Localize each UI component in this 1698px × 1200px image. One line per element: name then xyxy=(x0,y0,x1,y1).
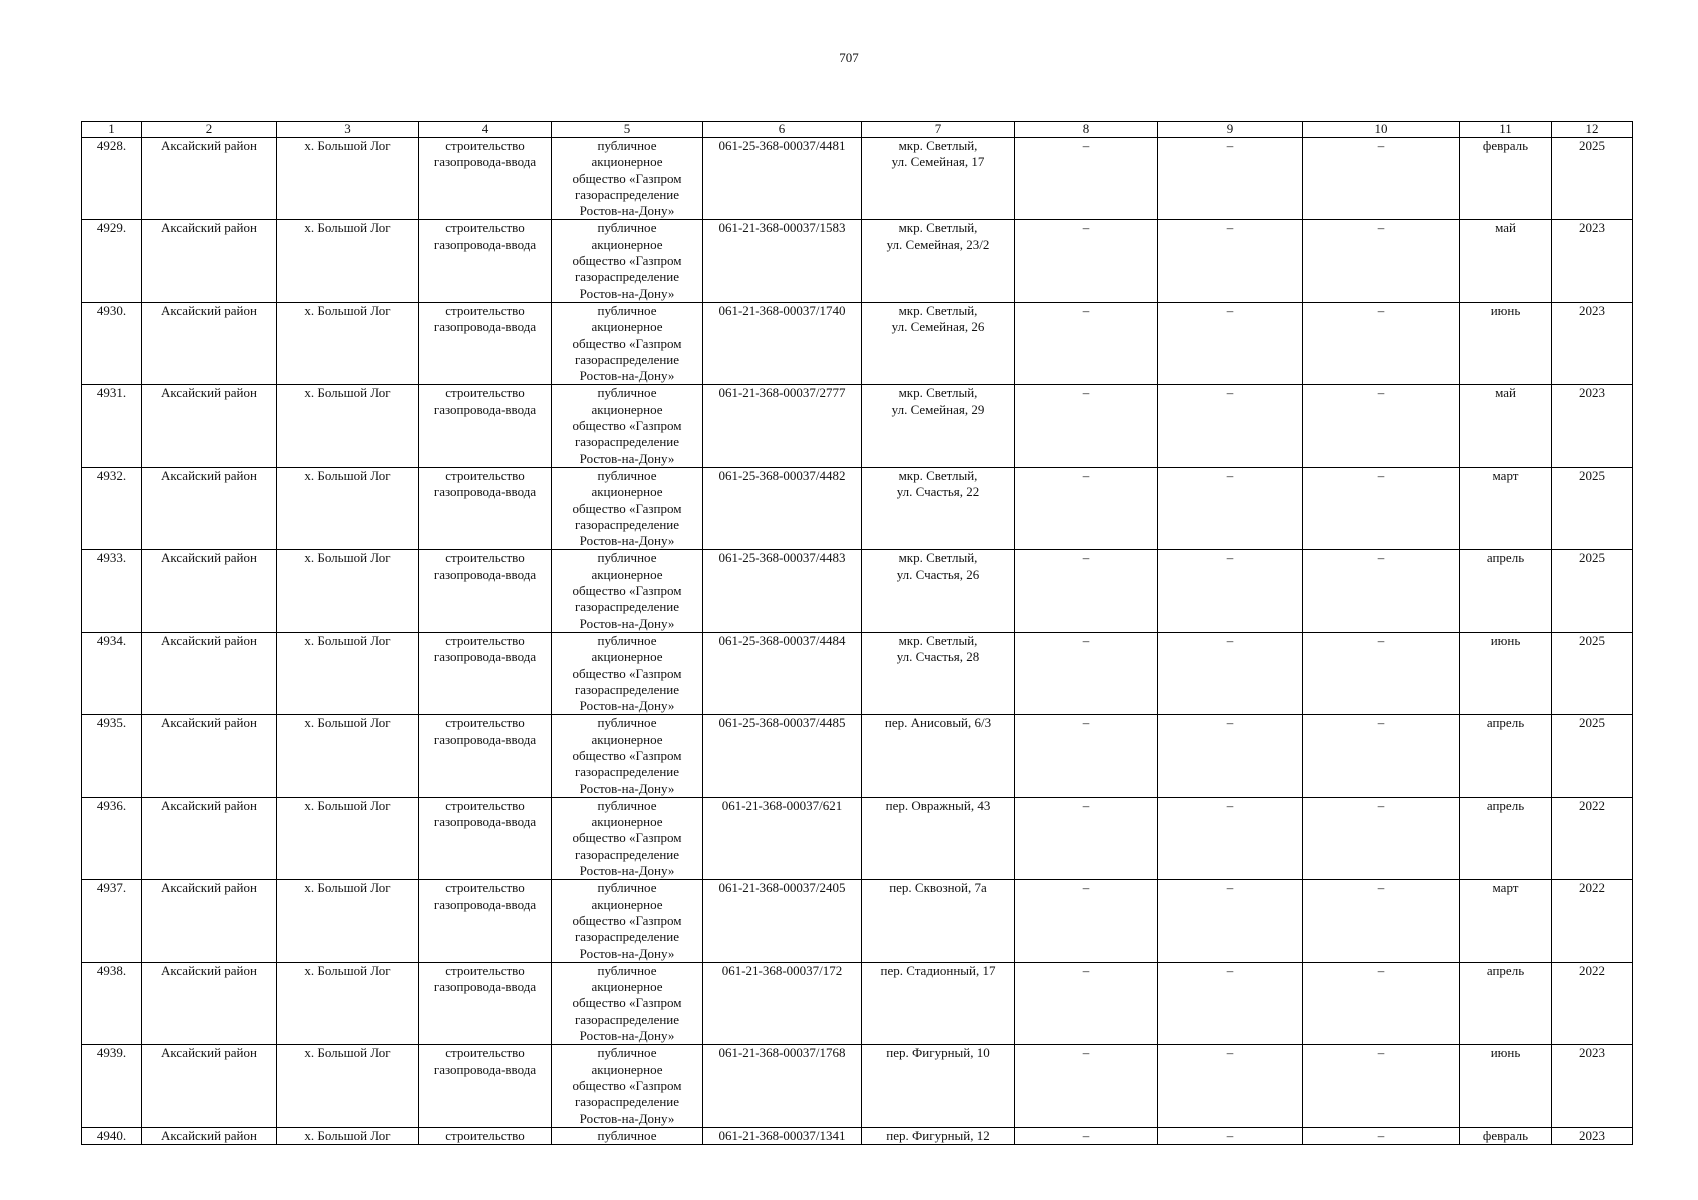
col8-cell: – xyxy=(1015,385,1158,467)
year-cell: 2025 xyxy=(1552,632,1633,714)
organization-cell-line: общество «Газпром xyxy=(572,583,682,599)
work-type-cell xyxy=(419,1127,552,1144)
table-row xyxy=(82,715,1633,797)
organization-cell-line: публичное xyxy=(597,1127,657,1143)
col8-cell: – xyxy=(1015,138,1158,220)
address-cell xyxy=(862,632,1015,714)
work-type-cell-line: строительство xyxy=(445,880,525,896)
application-code-cell: 061-21-368-00037/2777 xyxy=(703,385,862,467)
col10-cell: – xyxy=(1303,220,1460,302)
address-cell-line: ул. Счастья, 28 xyxy=(896,649,980,665)
district-cell: Аксайский район xyxy=(142,962,277,1044)
col9-cell: – xyxy=(1158,467,1303,549)
district-cell: Аксайский район xyxy=(142,1045,277,1127)
work-type-cell-line: строительство xyxy=(445,302,525,318)
settlement-cell: х. Большой Лог xyxy=(277,220,419,302)
district-cell: Аксайский район xyxy=(142,1127,277,1144)
organization-cell xyxy=(552,1127,703,1144)
table-row xyxy=(82,632,1633,714)
organization-cell-line: публичное xyxy=(597,467,657,483)
year-cell: 2025 xyxy=(1552,467,1633,549)
month-cell: апрель xyxy=(1460,797,1552,879)
organization-cell xyxy=(552,715,703,797)
col10-cell: – xyxy=(1303,138,1460,220)
application-code-cell: 061-21-368-00037/1341 xyxy=(703,1127,862,1144)
year-cell: 2023 xyxy=(1552,385,1633,467)
organization-cell-line: общество «Газпром xyxy=(572,170,682,186)
row-number: 4938. xyxy=(82,962,142,1044)
col9-cell: – xyxy=(1158,715,1303,797)
organization-cell-line: общество «Газпром xyxy=(572,418,682,434)
table-row xyxy=(82,220,1633,302)
work-type-cell-line: строительство xyxy=(445,220,525,236)
organization-cell-line: газораспределение xyxy=(574,351,680,367)
work-type-cell xyxy=(419,1045,552,1127)
col8-cell: – xyxy=(1015,632,1158,714)
work-type-cell-line: газопровода-ввода xyxy=(433,896,537,912)
address-cell xyxy=(862,302,1015,384)
col10-cell: – xyxy=(1303,880,1460,962)
settlement-cell: х. Большой Лог xyxy=(277,385,419,467)
work-type-cell-line: строительство xyxy=(445,385,525,401)
work-type-cell-line: строительство xyxy=(445,138,525,153)
organization-cell-line: общество «Газпром xyxy=(572,912,682,928)
table-row xyxy=(82,385,1633,467)
organization-cell xyxy=(552,797,703,879)
col8-cell: – xyxy=(1015,962,1158,1044)
work-type-cell-line: строительство xyxy=(445,715,525,731)
district-cell: Аксайский район xyxy=(142,715,277,797)
month-cell: февраль xyxy=(1460,1127,1552,1144)
column-header: 8 xyxy=(1015,122,1158,138)
work-type-cell-line: строительство xyxy=(445,962,525,978)
settlement-cell: х. Большой Лог xyxy=(277,1045,419,1127)
year-cell: 2025 xyxy=(1552,715,1633,797)
work-type-cell xyxy=(419,880,552,962)
row-number: 4936. xyxy=(82,797,142,879)
organization-cell-line: публичное xyxy=(597,715,657,731)
organization-cell-line: Ростов-на-Дону» xyxy=(579,780,675,796)
organization-cell-line: публичное xyxy=(597,220,657,236)
address-cell-line: мкр. Светлый, xyxy=(898,632,978,648)
address-cell-line: мкр. Светлый, xyxy=(898,302,978,318)
settlement-cell: х. Большой Лог xyxy=(277,632,419,714)
organization-cell-line: Ростов-на-Дону» xyxy=(579,533,675,549)
district-cell: Аксайский район xyxy=(142,550,277,632)
application-code-cell: 061-21-368-00037/172 xyxy=(703,962,862,1044)
application-code-cell: 061-21-368-00037/1768 xyxy=(703,1045,862,1127)
organization-cell-line: акционерное xyxy=(591,236,663,252)
col9-cell: – xyxy=(1158,632,1303,714)
col10-cell: – xyxy=(1303,1127,1460,1144)
row-number: 4940. xyxy=(82,1127,142,1144)
col9-cell: – xyxy=(1158,550,1303,632)
address-cell xyxy=(862,550,1015,632)
year-cell: 2022 xyxy=(1552,962,1633,1044)
column-header: 5 xyxy=(552,122,703,138)
organization-cell-line: публичное xyxy=(597,1045,657,1061)
organization-cell-line: публичное xyxy=(597,138,657,153)
month-cell: март xyxy=(1460,880,1552,962)
address-cell-line: мкр. Светлый, xyxy=(898,138,978,153)
col8-cell: – xyxy=(1015,1045,1158,1127)
col8-cell: – xyxy=(1015,1127,1158,1144)
organization-cell-line: публичное xyxy=(597,550,657,566)
organization-cell-line: акционерное xyxy=(591,401,663,417)
column-header: 1 xyxy=(82,122,142,138)
application-code-cell: 061-25-368-00037/4485 xyxy=(703,715,862,797)
col9-cell: – xyxy=(1158,138,1303,220)
year-cell: 2022 xyxy=(1552,797,1633,879)
organization-cell-line: акционерное xyxy=(591,814,663,830)
organization-cell-line: Ростов-на-Дону» xyxy=(579,1028,675,1044)
work-type-cell-line: газопровода-ввода xyxy=(433,401,537,417)
year-cell: 2022 xyxy=(1552,880,1633,962)
col9-cell: – xyxy=(1158,385,1303,467)
application-code-cell: 061-21-368-00037/1583 xyxy=(703,220,862,302)
work-type-cell xyxy=(419,550,552,632)
organization-cell-line: Ростов-на-Дону» xyxy=(579,285,675,301)
work-type-cell-line: газопровода-ввода xyxy=(433,814,537,830)
address-cell-line: пер. Фигурный, 12 xyxy=(886,1127,990,1143)
work-type-cell-line: строительство xyxy=(445,797,525,813)
work-type-cell-line: строительство xyxy=(445,1045,525,1061)
organization-cell-line: Ростов-на-Дону» xyxy=(579,863,675,879)
column-header: 10 xyxy=(1303,122,1460,138)
address-cell-line: мкр. Светлый, xyxy=(898,220,978,236)
work-type-cell xyxy=(419,797,552,879)
organization-cell-line: акционерное xyxy=(591,731,663,747)
organization-cell xyxy=(552,302,703,384)
organization-cell-line: газораспределение xyxy=(574,516,680,532)
organization-cell xyxy=(552,220,703,302)
district-cell: Аксайский район xyxy=(142,220,277,302)
address-cell-line: ул. Семейная, 23/2 xyxy=(886,236,990,252)
application-code-cell: 061-25-368-00037/4484 xyxy=(703,632,862,714)
work-type-cell xyxy=(419,220,552,302)
page-number: 707 xyxy=(839,50,859,65)
address-cell xyxy=(862,1127,1015,1144)
address-cell-line: ул. Счастья, 22 xyxy=(896,484,980,500)
table-row xyxy=(82,467,1633,549)
organization-cell-line: публичное xyxy=(597,880,657,896)
month-cell: февраль xyxy=(1460,138,1552,220)
table-row xyxy=(82,138,1633,220)
column-header: 7 xyxy=(862,122,1015,138)
column-header: 11 xyxy=(1460,122,1552,138)
organization-cell-line: акционерное xyxy=(591,649,663,665)
col10-cell: – xyxy=(1303,1045,1460,1127)
row-number: 4937. xyxy=(82,880,142,962)
application-code-cell: 061-21-368-00037/2405 xyxy=(703,880,862,962)
address-cell-line: пер. Овражный, 43 xyxy=(885,797,991,813)
address-cell-line: мкр. Светлый, xyxy=(898,467,978,483)
col10-cell: – xyxy=(1303,550,1460,632)
organization-cell-line: газораспределение xyxy=(574,929,680,945)
organization-cell-line: общество «Газпром xyxy=(572,747,682,763)
district-cell: Аксайский район xyxy=(142,138,277,220)
month-cell: апрель xyxy=(1460,962,1552,1044)
organization-cell xyxy=(552,632,703,714)
col9-cell: – xyxy=(1158,302,1303,384)
address-cell-line: ул. Семейная, 17 xyxy=(891,154,985,170)
work-type-cell xyxy=(419,385,552,467)
table-row xyxy=(82,302,1633,384)
settlement-cell: х. Большой Лог xyxy=(277,550,419,632)
organization-cell-line: газораспределение xyxy=(574,1094,680,1110)
row-number: 4930. xyxy=(82,302,142,384)
district-cell: Аксайский район xyxy=(142,797,277,879)
row-number: 4934. xyxy=(82,632,142,714)
col10-cell: – xyxy=(1303,797,1460,879)
organization-cell-line: газораспределение xyxy=(574,1011,680,1027)
organization-cell-line: общество «Газпром xyxy=(572,830,682,846)
col9-cell: – xyxy=(1158,220,1303,302)
year-cell: 2025 xyxy=(1552,138,1633,220)
organization-cell-line: газораспределение xyxy=(574,186,680,202)
year-cell: 2023 xyxy=(1552,302,1633,384)
settlement-cell: х. Большой Лог xyxy=(277,797,419,879)
organization-cell-line: общество «Газпром xyxy=(572,500,682,516)
col8-cell: – xyxy=(1015,467,1158,549)
col9-cell: – xyxy=(1158,797,1303,879)
address-cell-line: ул. Счастья, 26 xyxy=(896,566,980,582)
organization-cell-line: общество «Газпром xyxy=(572,253,682,269)
column-header: 6 xyxy=(703,122,862,138)
address-cell xyxy=(862,1045,1015,1127)
address-cell-line: пер. Анисовый, 6/3 xyxy=(884,715,992,731)
work-type-cell-line: газопровода-ввода xyxy=(433,1061,537,1077)
organization-cell-line: акционерное xyxy=(591,566,663,582)
work-type-cell xyxy=(419,962,552,1044)
organization-cell-line: публичное xyxy=(597,302,657,318)
district-cell: Аксайский район xyxy=(142,632,277,714)
row-number: 4935. xyxy=(82,715,142,797)
organization-cell-line: газораспределение xyxy=(574,764,680,780)
address-cell xyxy=(862,220,1015,302)
year-cell: 2025 xyxy=(1552,550,1633,632)
organization-cell-line: публичное xyxy=(597,385,657,401)
col10-cell: – xyxy=(1303,467,1460,549)
col10-cell: – xyxy=(1303,385,1460,467)
work-type-cell-line: газопровода-ввода xyxy=(433,154,537,170)
organization-cell-line: акционерное xyxy=(591,319,663,335)
column-header: 2 xyxy=(142,122,277,138)
month-cell: март xyxy=(1460,467,1552,549)
settlement-cell: х. Большой Лог xyxy=(277,880,419,962)
address-cell-line: ул. Семейная, 29 xyxy=(891,401,985,417)
organization-cell-line: Ростов-на-Дону» xyxy=(579,945,675,961)
table-row xyxy=(82,550,1633,632)
table-row xyxy=(82,880,1633,962)
application-code-cell: 061-25-368-00037/4482 xyxy=(703,467,862,549)
organization-cell-line: общество «Газпром xyxy=(572,665,682,681)
organization-cell xyxy=(552,550,703,632)
organization-cell-line: акционерное xyxy=(591,1061,663,1077)
col10-cell: – xyxy=(1303,715,1460,797)
month-cell: май xyxy=(1460,220,1552,302)
work-type-cell xyxy=(419,715,552,797)
month-cell: июнь xyxy=(1460,632,1552,714)
table-row xyxy=(82,962,1633,1044)
address-cell-line: пер. Сквозной, 7а xyxy=(889,880,987,896)
work-type-cell-line: строительство xyxy=(445,550,525,566)
address-cell-line: пер. Фигурный, 10 xyxy=(886,1045,990,1061)
district-cell: Аксайский район xyxy=(142,302,277,384)
organization-cell xyxy=(552,1045,703,1127)
table-row xyxy=(82,1127,1633,1144)
month-cell: июнь xyxy=(1460,1045,1552,1127)
col9-cell: – xyxy=(1158,880,1303,962)
work-type-cell-line: газопровода-ввода xyxy=(433,319,537,335)
district-cell: Аксайский район xyxy=(142,467,277,549)
organization-cell-line: Ростов-на-Дону» xyxy=(579,450,675,466)
organization-cell-line: газораспределение xyxy=(574,434,680,450)
work-type-cell-line: газопровода-ввода xyxy=(433,484,537,500)
address-cell xyxy=(862,797,1015,879)
col10-cell: – xyxy=(1303,632,1460,714)
organization-cell-line: акционерное xyxy=(591,896,663,912)
col9-cell: – xyxy=(1158,962,1303,1044)
work-type-cell xyxy=(419,467,552,549)
address-cell xyxy=(862,962,1015,1044)
work-type-cell xyxy=(419,302,552,384)
work-type-cell-line: строительство xyxy=(445,1127,525,1143)
work-type-cell xyxy=(419,138,552,220)
organization-cell-line: Ростов-на-Дону» xyxy=(579,1110,675,1126)
table-row xyxy=(82,797,1633,879)
month-cell: апрель xyxy=(1460,715,1552,797)
settlement-cell: х. Большой Лог xyxy=(277,467,419,549)
settlement-cell: х. Большой Лог xyxy=(277,138,419,220)
work-type-cell-line: строительство xyxy=(445,467,525,483)
col10-cell: – xyxy=(1303,962,1460,1044)
organization-cell-line: акционерное xyxy=(591,979,663,995)
address-cell-line: мкр. Светлый, xyxy=(898,385,978,401)
organization-cell xyxy=(552,467,703,549)
organization-cell xyxy=(552,880,703,962)
address-cell-line: ул. Семейная, 26 xyxy=(891,319,985,335)
organization-cell-line: акционерное xyxy=(591,154,663,170)
column-number-row xyxy=(82,122,1633,138)
organization-cell-line: газораспределение xyxy=(574,681,680,697)
work-type-cell-line: газопровода-ввода xyxy=(433,731,537,747)
address-cell xyxy=(862,467,1015,549)
organization-cell-line: Ростов-на-Дону» xyxy=(579,203,675,219)
col9-cell: – xyxy=(1158,1127,1303,1144)
work-type-cell-line: газопровода-ввода xyxy=(433,566,537,582)
address-cell-line: пер. Стадионный, 17 xyxy=(880,962,996,978)
row-number: 4931. xyxy=(82,385,142,467)
organization-cell xyxy=(552,962,703,1044)
col8-cell: – xyxy=(1015,550,1158,632)
organization-cell-line: публичное xyxy=(597,632,657,648)
district-cell: Аксайский район xyxy=(142,880,277,962)
column-header: 9 xyxy=(1158,122,1303,138)
year-cell: 2023 xyxy=(1552,1127,1633,1144)
col8-cell: – xyxy=(1015,302,1158,384)
settlement-cell: х. Большой Лог xyxy=(277,302,419,384)
col8-cell: – xyxy=(1015,797,1158,879)
organization-cell-line: газораспределение xyxy=(574,599,680,615)
month-cell: июнь xyxy=(1460,302,1552,384)
col10-cell: – xyxy=(1303,302,1460,384)
organization-cell-line: общество «Газпром xyxy=(572,335,682,351)
row-number: 4929. xyxy=(82,220,142,302)
address-cell xyxy=(862,715,1015,797)
row-number: 4933. xyxy=(82,550,142,632)
work-type-cell-line: газопровода-ввода xyxy=(433,979,537,995)
address-cell xyxy=(862,385,1015,467)
col8-cell: – xyxy=(1015,715,1158,797)
organization-cell-line: акционерное xyxy=(591,484,663,500)
column-header: 3 xyxy=(277,122,419,138)
application-code-cell: 061-21-368-00037/1740 xyxy=(703,302,862,384)
organization-cell-line: газораспределение xyxy=(574,846,680,862)
address-cell xyxy=(862,138,1015,220)
column-header: 12 xyxy=(1552,122,1633,138)
organization-cell-line: общество «Газпром xyxy=(572,1077,682,1093)
organization-cell xyxy=(552,385,703,467)
organization-cell-line: Ростов-на-Дону» xyxy=(579,698,675,714)
registry-table xyxy=(81,121,1633,1145)
col9-cell: – xyxy=(1158,1045,1303,1127)
month-cell: апрель xyxy=(1460,550,1552,632)
work-type-cell-line: газопровода-ввода xyxy=(433,236,537,252)
organization-cell-line: Ростов-на-Дону» xyxy=(579,368,675,384)
organization-cell-line: общество «Газпром xyxy=(572,995,682,1011)
address-cell-line: мкр. Светлый, xyxy=(898,550,978,566)
work-type-cell xyxy=(419,632,552,714)
work-type-cell-line: строительство xyxy=(445,632,525,648)
address-cell xyxy=(862,880,1015,962)
organization-cell-line: газораспределение xyxy=(574,269,680,285)
district-cell: Аксайский район xyxy=(142,385,277,467)
column-header: 4 xyxy=(419,122,552,138)
month-cell: май xyxy=(1460,385,1552,467)
year-cell: 2023 xyxy=(1552,220,1633,302)
settlement-cell: х. Большой Лог xyxy=(277,962,419,1044)
row-number: 4928. xyxy=(82,138,142,220)
application-code-cell: 061-25-368-00037/4481 xyxy=(703,138,862,220)
organization-cell-line: публичное xyxy=(597,962,657,978)
application-code-cell: 061-25-368-00037/4483 xyxy=(703,550,862,632)
work-type-cell-line: газопровода-ввода xyxy=(433,649,537,665)
settlement-cell: х. Большой Лог xyxy=(277,1127,419,1144)
table-row xyxy=(82,1045,1633,1127)
settlement-cell: х. Большой Лог xyxy=(277,715,419,797)
col8-cell: – xyxy=(1015,220,1158,302)
organization-cell xyxy=(552,138,703,220)
col8-cell: – xyxy=(1015,880,1158,962)
row-number: 4939. xyxy=(82,1045,142,1127)
organization-cell-line: публичное xyxy=(597,797,657,813)
organization-cell-line: Ростов-на-Дону» xyxy=(579,615,675,631)
row-number: 4932. xyxy=(82,467,142,549)
year-cell: 2023 xyxy=(1552,1045,1633,1127)
application-code-cell: 061-21-368-00037/621 xyxy=(703,797,862,879)
